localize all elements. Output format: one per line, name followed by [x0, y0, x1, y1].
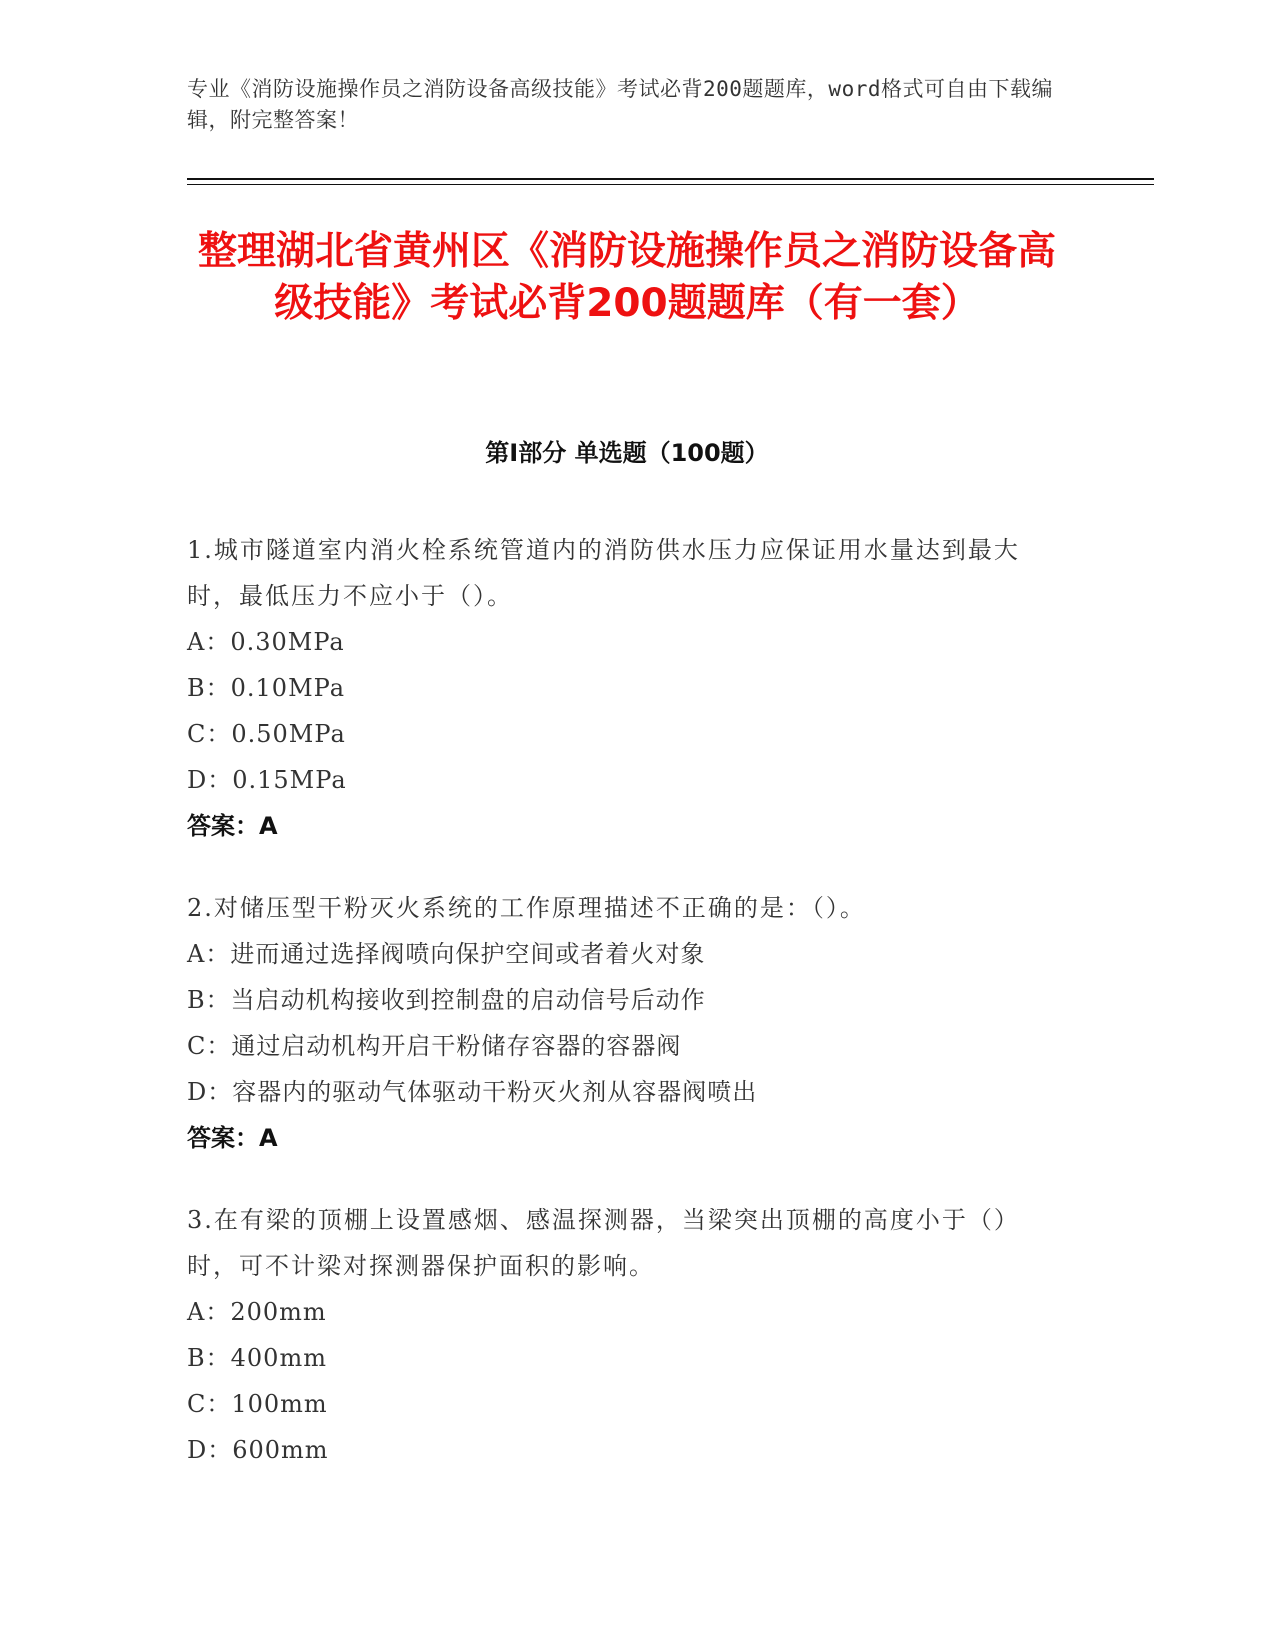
option-c: C：100mm — [187, 1390, 328, 1418]
question-3 — [187, 1197, 1067, 1473]
question-text: 3.在有梁的顶棚上设置感烟、感温探测器，当梁突出顶棚的高度小于（）时，可不计梁对探测器保护面积的影响。 — [187, 1206, 1020, 1280]
option-b: B：400mm — [187, 1344, 327, 1372]
question-text: 2.对储压型干粉灭火系统的工作原理描述不正确的是：（）。 — [187, 894, 866, 922]
answer: 答案：A — [187, 812, 278, 840]
header-divider-thin — [187, 184, 1154, 185]
option-d: D：容器内的驱动气体驱动干粉灭火剂从容器阀喷出 — [187, 1078, 758, 1106]
option-a: A：进而通过选择阀喷向保护空间或者着火对象 — [187, 940, 706, 968]
question-2 — [187, 885, 1067, 1161]
option-c: C：通过启动机构开启干粉储存容器的容器阀 — [187, 1032, 682, 1060]
section-heading: 第I部分 单选题（100题） — [485, 439, 769, 467]
option-b: B：0.10MPa — [187, 674, 346, 702]
option-a: A：200mm — [187, 1298, 327, 1326]
answer: 答案：A — [187, 1124, 278, 1152]
question-text: 1.城市隧道室内消火栓系统管道内的消防供水压力应保证用水量达到最大时，最低压力不应小于（）。 — [187, 536, 1020, 610]
document-title: 整理湖北省黄州区《消防设施操作员之消防设备高级技能》考试必背200题题库（有一套） — [197, 229, 1056, 326]
header-note: 专业《消防设施操作员之消防设备高级技能》考试必背200题题库，word格式可自由下载编辑，附完整答案！ — [187, 77, 1053, 132]
option-b: B：当启动机构接收到控制盘的启动信号后动作 — [187, 986, 706, 1014]
option-a: A：0.30MPa — [187, 628, 345, 656]
option-d: D：600mm — [187, 1436, 329, 1464]
option-c: C：0.50MPa — [187, 720, 346, 748]
header-divider-thick — [187, 178, 1154, 180]
question-1 — [187, 527, 1067, 849]
option-d: D：0.15MPa — [187, 766, 347, 794]
question-list — [187, 527, 1067, 1509]
